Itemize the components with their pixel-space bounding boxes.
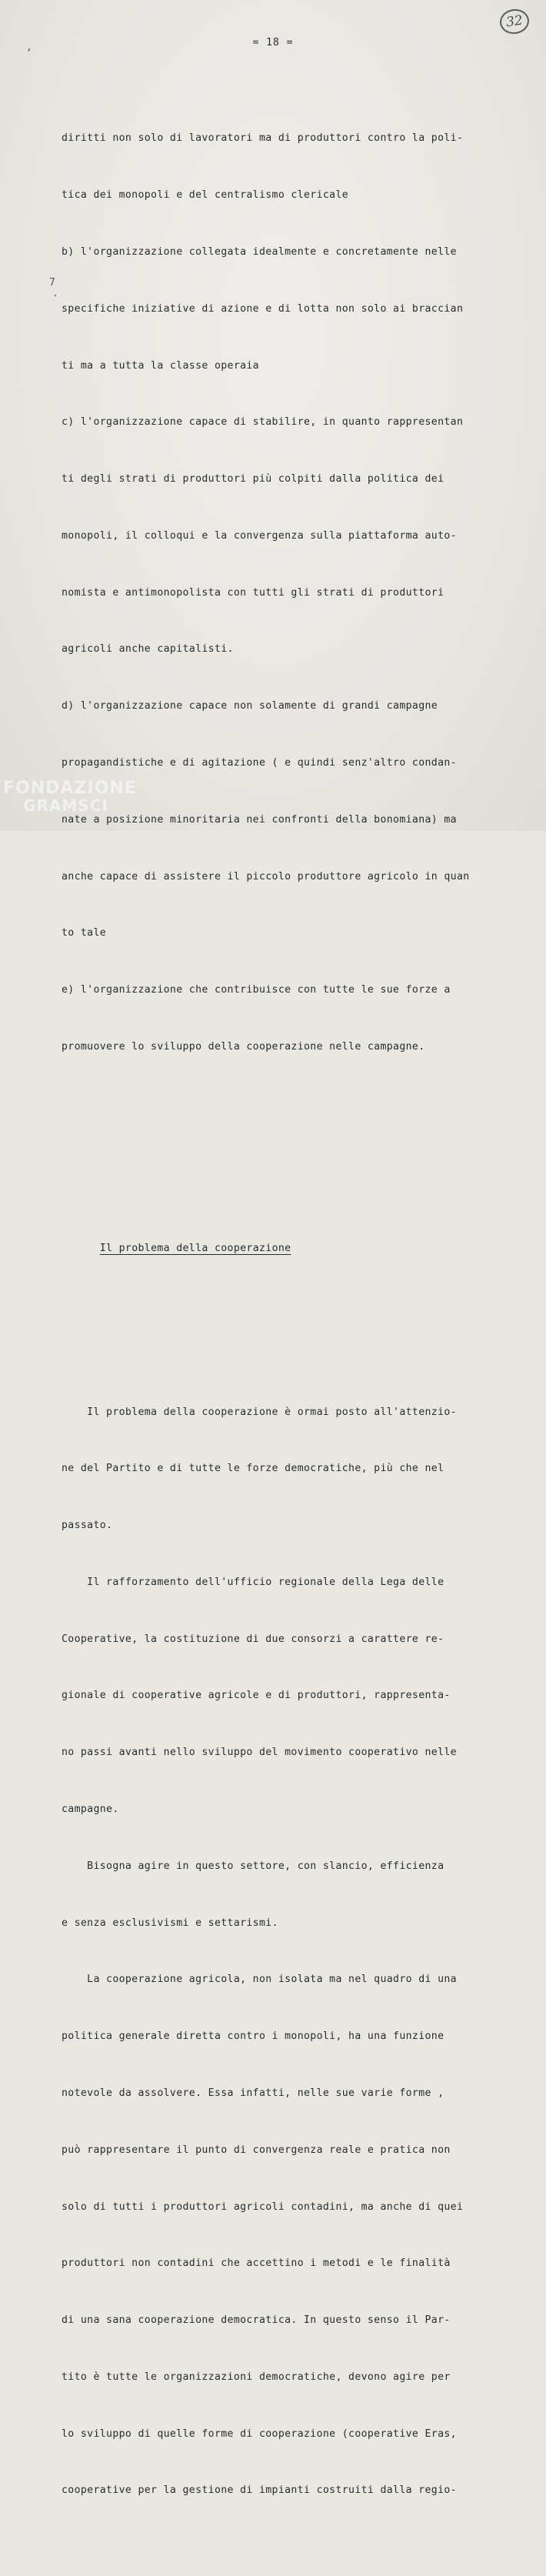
text-line: specifiche iniziative di azione e di lotta non solo ai braccian [62,302,464,315]
watermark-line-2: GRAMSCI [23,796,108,815]
text-line: promuovere lo sviluppo della cooperazione nelle campagne. [62,1040,425,1053]
text-line: anche capace di assistere il piccolo produttore agricolo in quan [62,870,470,883]
text-line: e) l'organizzazione che contribuisce con tutte le sue forze a [62,984,451,996]
text-line: Cooperative, la costituzione di due consorzi a carattere re- [62,1633,444,1645]
text-line: può rappresentare il punto di convergenza reale e pratica non [62,2144,451,2156]
text-line: c) l'organizzazione capace di stabilire, in quanto rappresentan [62,416,464,429]
text-line: ne del Partito e di tutte le forze democratiche, più che nel [62,1463,444,1475]
spacer [62,1151,508,1163]
text-line: no passi avanti nello sviluppo del movimento cooperativo nelle [62,1747,457,1759]
text-line: to tale [62,927,107,939]
text-line: gionale di cooperative agricole e di produttori, rappresenta- [62,1690,451,1702]
text-line: Il problema della cooperazione è ormai posto all'attenzio- [62,1406,457,1418]
text-line: agricoli anche capitalisti. [62,643,234,656]
text-line: campagne. [62,1804,119,1816]
text-line: tica dei monopoli e del centralismo clericale [62,189,349,202]
text-line: solo di tutti i produttori agricoli contadini, ma anche di quei [62,2201,464,2213]
text-line: tito è tutte le organizzazioni democratiche, devono agire per [62,2371,451,2383]
section-heading-line [62,1220,508,1254]
text-line: e senza esclusivismi e settarismi. [62,1917,278,1929]
text-line: di una sana cooperazione democratica. In questo senso il Par- [62,2314,451,2327]
text-line: politica generale diretta contro i monopoli, ha una funzione [62,2030,444,2043]
text-line: Bisogna agire in questo settore, con slancio, efficienza [62,1860,444,1872]
text-line: nomista e antimonopolista con tutti gli strati di produttori [62,586,444,599]
text-line: b) l'organizzazione collegata idealmente e concretamente nelle [62,245,457,258]
text-line: monopoli, il colloqui e la convergenza sulla piattaforma auto- [62,529,457,542]
watermark-line-1: FONDAZIONE [3,779,137,798]
text-line: d) l'organizzazione capace non solamente di grandi campagne [62,700,438,712]
text-line: Il rafforzamento dell'ufficio regionale della Lega delle [62,1576,444,1588]
text-line: ti degli strati di produttori più colpiti dalla politica dei [62,473,444,486]
text-line: produttori non contadini che accettino i metodi e le finalità [62,2257,451,2270]
page-number: = 18 = [252,37,294,48]
folio-number-circled: 32 [498,8,531,36]
text-line: cooperative per la gestione di impianti costruiti dalla regio- [62,2484,457,2497]
text-line: passato. [62,1520,113,1532]
cooperation-paragraphs [62,1365,508,2538]
text-line: La cooperazione agricola, non isolata ma nel quadro di una [62,1974,457,1986]
text-line: ti ma a tutta la classe operaia [62,359,259,372]
text-line: diritti non solo di lavoratori ma di produttori contro la poli- [62,132,464,145]
spacer [62,1296,508,1309]
text-line: notevole da assolvere. Essa infatti, nelle sue varie forme , [62,2087,444,2099]
margin-mark-top: , [26,42,32,53]
archive-watermark [3,780,137,814]
margin-mark-seven: 7 [49,277,55,289]
text-line: lo sviluppo di quelle forme di cooperazione (cooperative Eras, [62,2428,457,2440]
text-line: nate a posizione minoritaria nei confronti della bonomiana) ma [62,813,457,826]
margin-mark-dot: . [52,288,58,299]
list-block [62,92,508,1094]
section-heading: Il problema della cooperazione [99,1242,291,1254]
text-line: propagandistiche e di agitazione ( e quindi senz'altro condan- [62,756,457,769]
typed-body-text [62,54,508,2576]
